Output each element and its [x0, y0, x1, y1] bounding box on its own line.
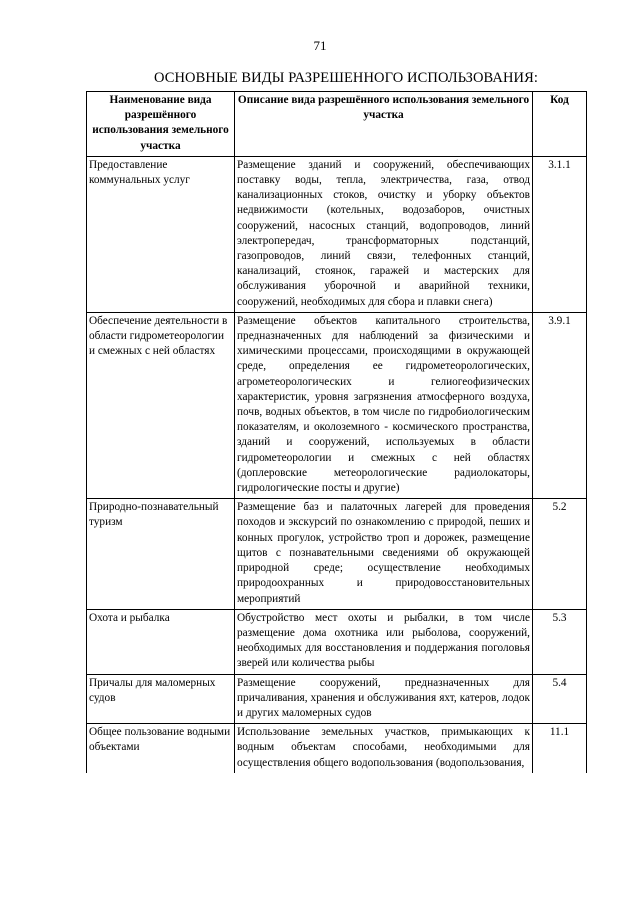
row-code: 3.9.1: [533, 312, 587, 498]
row-name: Причалы для маломерных судов: [87, 674, 235, 724]
row-name: Природно-познавательный туризм: [87, 499, 235, 609]
row-code: 5.2: [533, 499, 587, 609]
row-description: Размещение зданий и сооружений, обеспечивающих поставку воды, тепла, электричества, газа, отвод канализационных стоков, очистку и уборку объектов недвижимости (котельных, водозаборов, очистных сооружений, насосных станций, водопроводов, линий электропередач, трансформаторных подстанций, газопроводов, линий связи, телефонных станций, канализаций, стоянок, гаражей и мастерских для обслуживания уборочной и аварийной техники, сооружений, необходимых для сбора и плавки снега): [235, 156, 533, 312]
row-name: Общее пользование водными объектами: [87, 724, 235, 773]
row-description: Использование земельных участков, примыкающих к водным объектам способами, необходимыми для осуществления общего водопользования (водопользования,: [235, 724, 533, 773]
row-name: Предоставление коммунальных услуг: [87, 156, 235, 312]
table-row: [87, 609, 587, 674]
row-code: 5.3: [533, 609, 587, 674]
row-code: 11.1: [533, 724, 587, 773]
header-code: Код: [533, 92, 587, 157]
row-description: Размещение баз и палаточных лагерей для проведения походов и экскурсий по ознакомлению с природой, пеших и конных прогулок, устройство троп и дорожек, размещение щитов с познавательными сведениями об окружающей природной среде; осуществление необходимых природоохранных и природовосстановительных мероприятий: [235, 499, 533, 609]
row-name: Охота и рыбалка: [87, 609, 235, 674]
row-code: 5.4: [533, 674, 587, 724]
table-row: [87, 724, 587, 773]
section-title: ОСНОВНЫЕ ВИДЫ РАЗРЕШЕННОГО ИСПОЛЬЗОВАНИЯ:: [153, 70, 539, 86]
table-row: [87, 156, 587, 312]
table-header-row: [87, 92, 587, 157]
table-row: [87, 674, 587, 724]
page-number: 71: [313, 38, 327, 53]
table-body: [87, 156, 587, 772]
row-name: Обеспечение деятельности в области гидрометеорологии и смежных с ней областях: [87, 312, 235, 498]
row-description: Размещение объектов капитального строительства, предназначенных для наблюдений за физическими и химическими процессами, происходящими в окружающей среде, определения ее гидрометеорологических, агрометеорологических и гелиогеофизических характеристик, уровня загрязнения атмосферного воздуха, почв, водных объектов, в том числе по гидробиологическим показателям, и околоземного - космического пространства, зданий и сооружений, используемых в области гидрометеорологии и смежных с ней областях (доплеровские метеорологические радиолокаторы, гидрологические посты и другие): [235, 312, 533, 498]
row-code: 3.1.1: [533, 156, 587, 312]
table-row: [87, 499, 587, 609]
header-description: Описание вида разрешённого использования земельного участка: [235, 92, 533, 157]
row-description: Обустройство мест охоты и рыбалки, в том числе размещение дома охотника или рыболова, сооружений, необходимых для восстановления и поддержания поголовья зверей или количества рыбы: [235, 609, 533, 674]
table-header: [87, 92, 587, 157]
row-description: Размещение сооружений, предназначенных для причаливания, хранения и обслуживания яхт, катеров, лодок и других маломерных судов: [235, 674, 533, 724]
header-name: Наименование вида разрешённого использования земельного участка: [87, 92, 235, 157]
permitted-uses-table: [86, 91, 587, 773]
table-row: [87, 312, 587, 498]
